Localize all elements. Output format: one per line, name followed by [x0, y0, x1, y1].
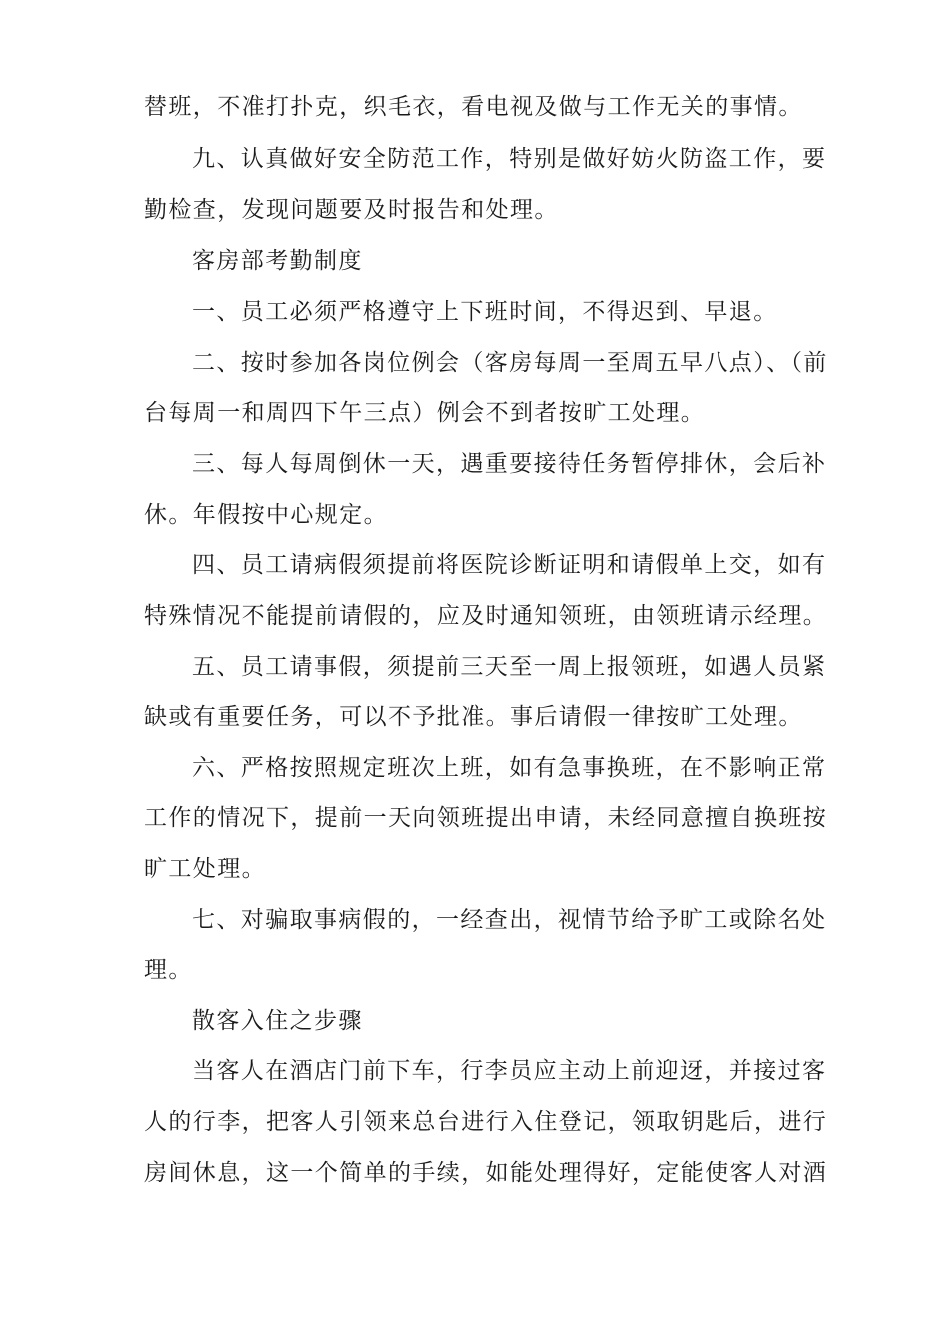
text-line: 房间休息，这一个简单的手续，如能处理得好，定能使客人对酒: [144, 1160, 828, 1186]
text-line: 缺或有重要任务，可以不予批准。事后请假一律按旷工处理。: [144, 704, 803, 730]
text-line: 台每周一和周四下午三点）例会不到者按旷工处理。: [144, 400, 706, 426]
text-line: 五、员工请事假，须提前三天至一周上报领班，如遇人员紧: [192, 654, 827, 680]
text-line: 二、按时参加各岗位例会（客房每周一至周五早八点）、（前: [192, 350, 828, 376]
text-line: 九、认真做好安全防范工作，特别是做好妨火防盗工作，要: [192, 146, 827, 172]
text-line: 工作的情况下，提前一天向领班提出申请，未经同意擅自换班按: [144, 805, 828, 831]
text-line: 人的行李，把客人引领来总台进行入住登记，领取钥匙后，进行: [144, 1109, 828, 1135]
text-line: 理。: [144, 957, 193, 983]
text-line: 休。年假按中心规定。: [144, 502, 388, 528]
text-line: 一、员工必须严格遵守上下班时间，不得迟到、早退。: [192, 299, 778, 325]
text-line: 当客人在酒店门前下车，行李员应主动上前迎迓，并接过客: [192, 1058, 827, 1084]
section-heading: 散客入住之步骤: [192, 1008, 363, 1034]
text-line: 特殊情况不能提前请假的，应及时通知领班，由领班请示经理。: [144, 603, 828, 629]
text-line: 替班，不准打扑克，织毛衣，看电视及做与工作无关的事情。: [144, 94, 803, 120]
text-line: 三、每人每周倒休一天，遇重要接待任务暂停排休，会后补: [192, 451, 827, 477]
text-line: 勤检查，发现问题要及时报告和处理。: [144, 197, 559, 223]
text-line: 六、严格按照规定班次上班，如有急事换班，在不影响正常: [192, 755, 827, 781]
text-line: 四、员工请病假须提前将医院诊断证明和请假单上交，如有: [192, 552, 827, 578]
text-line: 旷工处理。: [144, 856, 266, 882]
section-heading: 客房部考勤制度: [192, 248, 363, 274]
text-line: 七、对骗取事病假的，一经查出，视情节给予旷工或除名处: [192, 907, 827, 933]
